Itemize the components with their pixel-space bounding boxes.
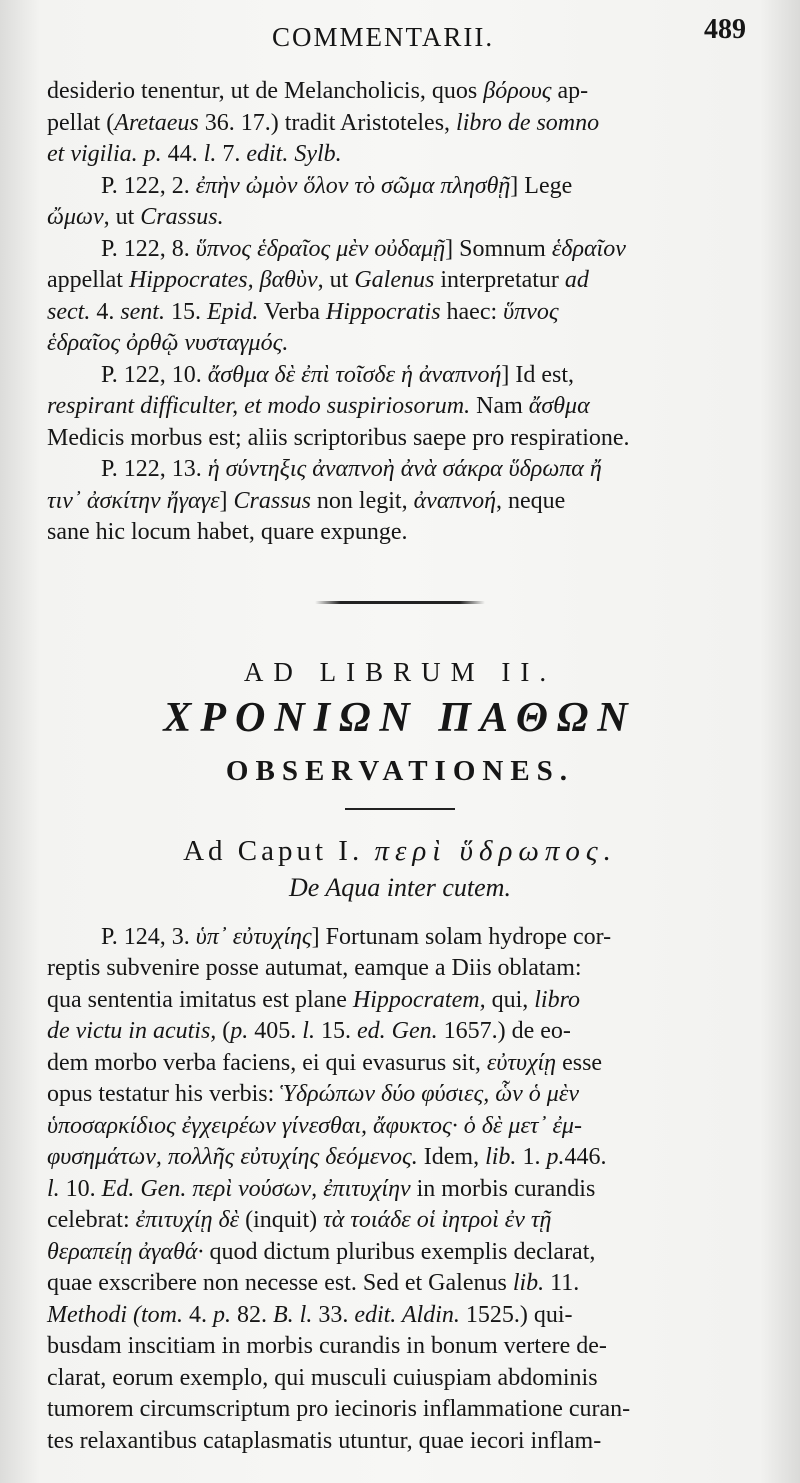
- italic-text: lib.: [512, 1270, 545, 1296]
- text-run: in morbis curandis: [410, 1175, 596, 1202]
- text-run: Verba: [258, 298, 326, 325]
- text-run: (inquit): [239, 1207, 324, 1233]
- greek-text: ἡ σύντηξις ἀναπνοὴ ἀνὰ σάκρα ὕδρωπα ἤ: [207, 456, 602, 482]
- text-line: [47, 953, 753, 985]
- text-line: [47, 1205, 753, 1237]
- greek-text: φυσημάτων, πολλῆς εὐτυχίης δεόμενος.: [47, 1144, 418, 1170]
- italic-text: et vigilia. p.: [47, 141, 162, 167]
- text-run: 7.: [216, 141, 247, 167]
- text-run: non legit,: [310, 487, 414, 514]
- text-line: [47, 360, 753, 392]
- text-run: ap-: [551, 78, 589, 104]
- italic-text: ad: [564, 267, 589, 293]
- text-line: [47, 1016, 753, 1048]
- text-run: appellat: [47, 267, 129, 293]
- text-run: interpretatur: [434, 267, 565, 293]
- text-run: 11.: [544, 1270, 580, 1296]
- running-header: [0, 14, 800, 54]
- italic-text: l.: [203, 141, 217, 167]
- text-run: celebrat:: [47, 1207, 136, 1233]
- text-run: dem morbo verba faciens, ei qui evasurus sit,: [47, 1049, 487, 1076]
- italic-text: l.: [47, 1175, 60, 1202]
- text-run: P. 122, 10.: [101, 361, 208, 388]
- greek-text: βαθὺν: [259, 267, 318, 293]
- text-line: [47, 1079, 753, 1111]
- text-run: 44.: [161, 141, 204, 167]
- italic-text: B. l.: [272, 1301, 313, 1328]
- text-run: ] Id est,: [501, 361, 575, 388]
- text-run: quod dictum pluribus exemplis declarat,: [203, 1238, 596, 1265]
- commentary-block-1: [47, 76, 753, 549]
- italic-text: de victu in acutis,: [47, 1018, 217, 1044]
- text-run: qua sententia imitatus est plane: [47, 986, 353, 1013]
- text-run: P. 122, 8.: [101, 235, 196, 262]
- text-run: reptis subvenire posse autumat, eamque a Diis oblatam:: [47, 955, 582, 981]
- chapter-prefix: Ad Caput I.: [183, 834, 364, 867]
- italic-text: Hippocrates,: [128, 267, 254, 293]
- text-run: 446.: [564, 1144, 607, 1170]
- text-run: (: [216, 1018, 231, 1044]
- greek-text: ὤμων: [47, 204, 104, 230]
- text-run: 15.: [164, 298, 207, 325]
- text-line: [47, 391, 753, 423]
- italic-text: edit. Sylb.: [246, 141, 342, 167]
- greek-text: ἐπὴν ὠμὸν ὅλον τὸ σῶμα πλησθῇ: [195, 172, 511, 199]
- greek-text: ἄσθμα δὲ ἐπὶ τοῖσδε ἡ ἀναπνοή: [207, 361, 502, 388]
- text-run: 4.: [182, 1301, 213, 1328]
- italic-text: p.: [230, 1018, 249, 1044]
- greek-text: Ὑδρώπων δύο φύσιες, ὧν ὁ μὲν: [280, 1081, 579, 1107]
- greek-text: ἑδραῖος ὀρθῷ νυσταγμός.: [47, 330, 289, 356]
- text-line: [47, 985, 753, 1017]
- text-line: [47, 1111, 753, 1143]
- text-line: [47, 1363, 753, 1395]
- text-run: 1657.) de eo-: [437, 1018, 571, 1044]
- text-run: ] Fortunam solam hydrope cor-: [311, 923, 612, 950]
- greek-text: ἀναπνοή: [413, 487, 497, 514]
- italic-text: l.: [302, 1018, 315, 1044]
- text-run: desiderio tenentur, ut de Melancholicis, quos: [47, 78, 484, 104]
- commentary-block-2: [47, 922, 753, 1458]
- text-run: 33.: [312, 1301, 355, 1328]
- italic-text: Aretaeus: [114, 109, 199, 136]
- text-line: [47, 1048, 753, 1080]
- italic-text: sent.: [120, 298, 165, 325]
- chapter-heading: [47, 834, 753, 868]
- text-line: [47, 922, 753, 954]
- greek-text: ἐπιτυχίῃ δὲ: [135, 1207, 240, 1233]
- text-run: opus testatur his verbis:: [47, 1081, 281, 1107]
- italic-text: p.: [212, 1301, 231, 1328]
- italic-text: Methodi (tom.: [47, 1301, 183, 1328]
- text-line: [47, 1142, 753, 1174]
- text-run: 1.: [516, 1144, 547, 1170]
- text-line: [47, 486, 753, 518]
- greek-text: περὶ νούσων, ἐπιτυχίην: [192, 1175, 411, 1202]
- chapter-subtitle: De Aqua inter cutem.: [289, 872, 511, 902]
- text-run: P. 124, 3.: [101, 923, 196, 950]
- ornamental-rule: [315, 601, 485, 604]
- page-number: 489: [704, 14, 746, 45]
- greek-text: ὕπνος ἑδραῖος μὲν οὐδαμῇ: [195, 235, 446, 262]
- italic-text: sect.: [47, 298, 91, 325]
- italic-text: Crassus.: [140, 204, 224, 230]
- text-run: Nam: [470, 393, 529, 419]
- text-line: [47, 328, 753, 360]
- italic-text: libro: [534, 986, 581, 1013]
- text-line: [47, 454, 753, 486]
- text-run: P. 122, 2.: [101, 172, 196, 199]
- text-run: quae exscribere non necesse est. Sed et Galenus: [47, 1270, 513, 1296]
- italic-text: lib.: [485, 1144, 517, 1170]
- text-run: , ut: [317, 267, 355, 293]
- page-body: [47, 76, 753, 1457]
- italic-text: respirant difficulter, et modo suspiriosorum.: [47, 393, 471, 419]
- greek-text: βόρους: [483, 78, 552, 104]
- text-line: [47, 1268, 753, 1300]
- italic-text: libro de somno: [456, 109, 600, 136]
- text-run: pellat (: [47, 109, 115, 136]
- italic-text: edit. Aldin.: [354, 1301, 460, 1328]
- text-run: ]: [219, 487, 234, 514]
- text-run: 405.: [248, 1018, 303, 1044]
- greek-text: ἄσθμα: [528, 393, 590, 419]
- text-run: 1525.) qui-: [459, 1301, 573, 1328]
- greek-text: ἑδραῖον: [551, 235, 626, 262]
- greek-title: ΧΡΟΝΙΩΝ ΠΑΘΩΝ: [163, 694, 637, 741]
- text-run: tes relaxantibus cataplasmatis utuntur, quae iecori inflam-: [47, 1427, 602, 1454]
- text-run: , ut: [103, 204, 141, 230]
- text-line: [47, 1174, 753, 1206]
- text-run: Idem,: [417, 1144, 486, 1170]
- italic-text: Epid.: [206, 298, 259, 325]
- text-run: qui,: [485, 986, 535, 1013]
- text-line: [47, 76, 753, 108]
- text-run: 82.: [230, 1301, 273, 1328]
- greek-text: θεραπείῃ ἀγαθά·: [47, 1238, 204, 1265]
- text-line: [47, 108, 753, 140]
- text-line: [47, 234, 753, 266]
- greek-text: εὐτυχίῃ: [486, 1049, 557, 1076]
- text-line: [47, 1394, 753, 1426]
- greek-text: ὑπ᾽ εὐτυχίης: [195, 923, 312, 950]
- text-line: [47, 139, 753, 171]
- greek-text: ὑποσαρκίδιος ἐγχειρέων γίνεσθαι, ἄφυκτος· ὁ δὲ μετ᾽ ἐμ-: [47, 1112, 582, 1139]
- text-run: 36. 17.) tradit Aristoteles,: [198, 109, 457, 136]
- text-line: [47, 1237, 753, 1269]
- italic-text: Galenus: [354, 267, 435, 293]
- text-run: haec:: [440, 298, 504, 325]
- greek-text: τιν᾽ ἀσκίτην ἤγαγε: [47, 487, 220, 514]
- italic-text: Ed. Gen.: [101, 1175, 187, 1202]
- italic-text: Hippocratem,: [352, 986, 486, 1013]
- text-line: [47, 1300, 753, 1332]
- text-run: busdam inscitiam in morbis curandis in bonum vertere de-: [47, 1333, 607, 1359]
- text-line: [47, 1331, 753, 1363]
- text-run: tumorem circumscriptum pro iecinoris inflammatione curan-: [47, 1396, 631, 1422]
- text-run: , neque: [496, 487, 566, 514]
- italic-text: Hippocratis: [325, 298, 441, 325]
- running-title: COMMENTARII.: [272, 22, 495, 52]
- text-run: 15.: [314, 1018, 357, 1044]
- text-line: [47, 202, 753, 234]
- text-run: ] Somnum: [445, 235, 552, 262]
- italic-text: ed. Gen.: [356, 1018, 438, 1044]
- text-line: [47, 171, 753, 203]
- text-run: clarat, eorum exemplo, qui musculi cuiuspiam abdominis: [47, 1364, 598, 1391]
- greek-text: τὰ τοιάδε οἱ ἰητροὶ ἐν τῇ: [323, 1207, 552, 1233]
- text-run: sane hic locum habet, quare expunge.: [47, 519, 408, 545]
- italic-text: Crassus: [233, 487, 311, 514]
- text-line: [47, 1426, 753, 1458]
- text-run: 4.: [90, 298, 121, 325]
- text-run: Medicis morbus est; aliis scriptoribus saepe pro respiratione.: [47, 424, 630, 451]
- italic-text: p.: [546, 1144, 565, 1170]
- text-line: [47, 297, 753, 329]
- text-run: esse: [556, 1049, 603, 1076]
- text-run: 10.: [59, 1175, 102, 1202]
- greek-text: ὕπνος: [503, 298, 559, 325]
- chapter-greek: περὶ ὕδρωπος.: [374, 834, 617, 867]
- text-run: P. 122, 13.: [101, 456, 208, 482]
- text-line: [47, 517, 753, 549]
- text-line: [47, 265, 753, 297]
- text-run: ] Lege: [510, 172, 573, 199]
- observationes-heading: OBSERVATIONES.: [225, 754, 575, 787]
- book-heading: AD LIBRUM II.: [243, 656, 557, 687]
- heading-rule: [345, 808, 455, 810]
- text-line: [47, 423, 753, 455]
